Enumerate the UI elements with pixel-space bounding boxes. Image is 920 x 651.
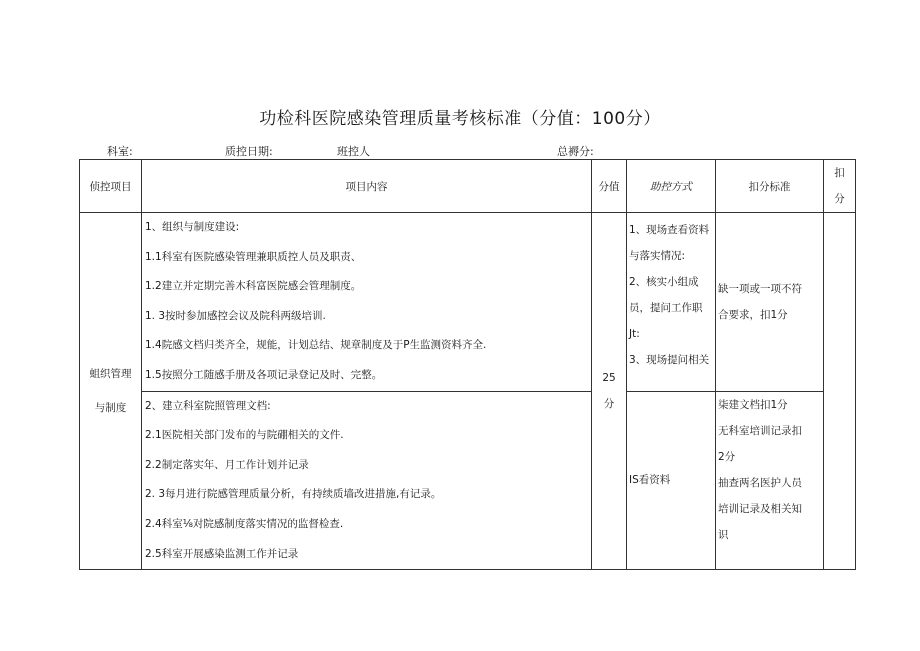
document-title: 功检科医院感染管理质量考核标准（分值：100分）: [259, 109, 661, 129]
date-label: 质控日期:: [225, 145, 273, 158]
category-line-1: 蛆织管理: [89, 368, 132, 381]
score-value: 25: [602, 372, 616, 385]
header-item: 侦控项目: [80, 160, 142, 213]
method-line: IS看资料: [629, 474, 671, 487]
category-line-2: 与制度: [94, 402, 127, 415]
section2-line: 2.1医院相关部门发布的与院硼相关的文件.: [145, 429, 344, 442]
section1-content: [142, 213, 592, 392]
standard-line: 识: [718, 528, 729, 541]
score-unit: 分: [603, 398, 615, 411]
section2-line: 2、建立科室院照管理文档:: [145, 399, 271, 412]
method-line: 员，提问工作职: [629, 302, 703, 314]
header-method: 助控方式: [627, 160, 716, 213]
section1-line: 1.2建立并定期完善木科富医院感会管理制度。: [145, 280, 362, 293]
header-deduct: [824, 160, 856, 213]
section2-line: 2.4科室⅛对院感制度落实情况的监督检查.: [145, 517, 344, 530]
standard-line: 合要求，扣1分: [718, 308, 788, 321]
section2-line: 2. 3每月进行院感管理质量分析，有持续质墙改进措施,有记录。: [145, 488, 442, 501]
inspector-label: 班控人: [337, 145, 370, 158]
section1-line: 1.5按照分工随感手册及各项记录登记及时、完整。: [145, 368, 383, 381]
section2-standard: [716, 391, 824, 570]
section2-line: 2.2制定落实年、月工作计划并记录: [145, 458, 309, 471]
section1-line: 1. 3按时参加感控会议及院科两级培训.: [145, 309, 326, 322]
section1-method: [627, 213, 716, 392]
header-deduct-line-2: 分: [834, 193, 845, 205]
section1-line: 1.1科室有医院感染管理兼职质控人员及职责、: [145, 250, 362, 263]
score-cell: [592, 213, 627, 570]
header-content: 项目内容: [142, 160, 592, 213]
standard-line: 无科室培训记录扣: [718, 424, 802, 437]
table-row: [80, 391, 856, 570]
standard-line: 2分: [718, 450, 736, 463]
header-standard: 扣分标准: [716, 160, 824, 213]
total-score-label: 总褥分:: [557, 145, 594, 158]
standard-line: 培训记录及相关知: [718, 502, 802, 515]
section1-standard: [716, 213, 824, 392]
method-line: 1、现场查看资料: [629, 224, 710, 236]
standard-line: 缺一项或一项不符: [718, 282, 802, 295]
method-line: 3、现场提问相关: [629, 354, 710, 366]
table-row: [80, 213, 856, 392]
section2-line: 2.5科室开展感染监测工作并记录: [145, 547, 299, 560]
header-deduct-line-1: 扣: [834, 167, 845, 179]
method-line: Jt:: [629, 328, 640, 340]
table-header-row: [80, 160, 856, 213]
method-line: 与落实情况:: [629, 250, 686, 262]
method-line: 2、核实小组成: [629, 276, 699, 288]
standard-line: 柒建文档扣1分: [718, 398, 788, 411]
category-cell: [80, 213, 142, 570]
section2-content: [142, 391, 592, 570]
section1-line: 1.4院感文档归类齐全，规能，计划总结、规章制度及于P生监测资料齐全.: [145, 339, 487, 352]
section2-method: [627, 391, 716, 570]
header-score: 分值: [592, 160, 627, 213]
standard-line: 抽查两名医护人员: [718, 476, 802, 489]
dept-label: 科室:: [107, 145, 133, 158]
deduct-cell: [824, 213, 856, 570]
assessment-table: [79, 159, 856, 570]
section1-line: 1、组织与制度建设:: [145, 221, 240, 233]
